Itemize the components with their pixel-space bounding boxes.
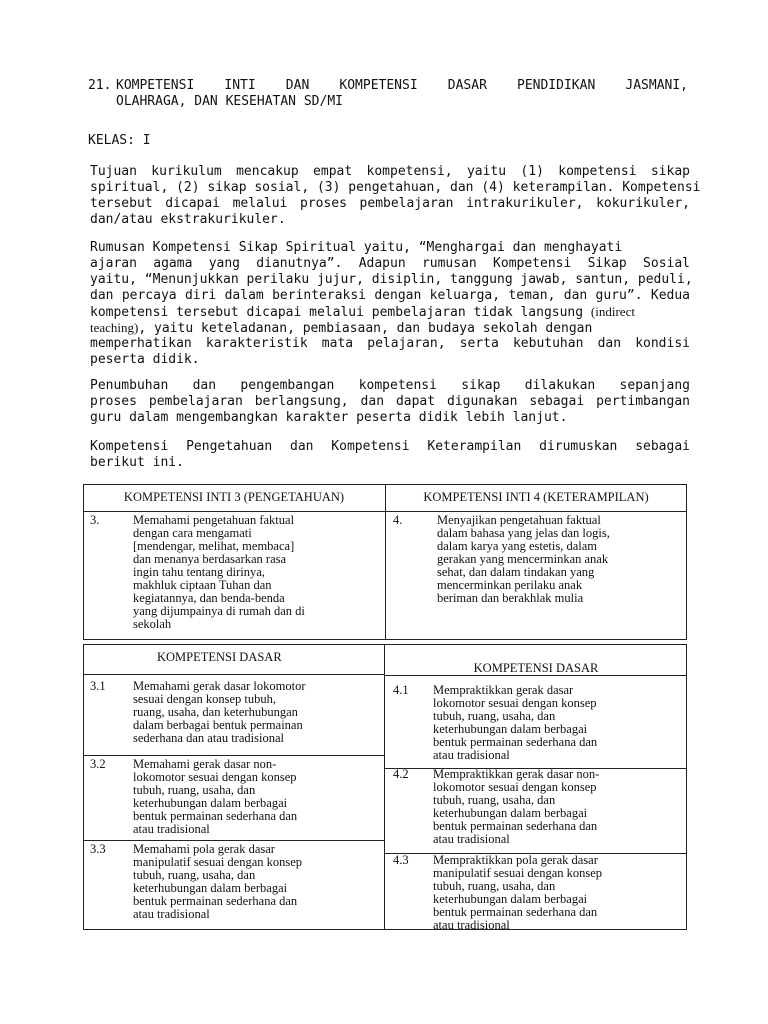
class-label: KELAS: I [88, 133, 151, 148]
ki4-number: 4. [393, 513, 403, 527]
paragraph-line: proses pembelajaran berlangsung, dan dapat digunakan sebagai pertimbangan [90, 394, 690, 409]
paragraph-competence-intro [90, 439, 690, 471]
kd-number: 3.2 [90, 757, 106, 771]
ki4-header: KOMPETENSI INTI 4 (KETERAMPILAN) [423, 490, 649, 504]
kd-text: Mempraktikkan gerak dasar lokomotor sesuai dengan konsep tubuh, ruang, usaha, dan keterhubungan dalam berbagai bentuk permainan sederhana dan atau tradisional [433, 683, 598, 762]
kd-text: Memahami pola gerak dasar manipulatif sesuai dengan konsep tubuh, ruang, usaha, dan keterhubungan dalam berbagai bentuk permainan sederhana dan atau tradisional [133, 842, 303, 921]
paragraph-line: spiritual, (2) sikap sosial, (3) pengetahuan, dan (4) keterampilan. Kompetensi [90, 180, 701, 195]
paragraph-line: guru dalam mengembangkan karakter peserta didik lebih lanjut. [90, 410, 568, 425]
kd-number: 3.3 [90, 842, 106, 856]
paragraph-line: memperhatikan karakteristik mata pelajaran, serta kebutuhan dan kondisi [90, 336, 690, 351]
paragraph-line: teaching), yaitu keteladanan, pembiasaan, dan budaya sekolah dengan [90, 320, 593, 336]
ki3-cell [90, 514, 380, 638]
paragraph-line: Tujuan kurikulum mencakup empat kompetensi, yaitu (1) kompetensi sikap [90, 164, 690, 179]
paragraph-line: dan/atau ekstrakurikuler. [90, 212, 286, 227]
kd-number: 3.1 [90, 679, 106, 693]
paragraph-line: kompetensi tersebut dicapai melalui pembelajaran tidak langsung (indirect [90, 304, 635, 320]
paragraph-line: ajaran agama yang dianutnya”. Adapun rumusan Kompetensi Sikap Sosial [90, 256, 690, 271]
paragraph-line: peserta didik. [90, 352, 200, 367]
paragraph-line: Kompetensi Pengetahuan dan Kompetensi Keterampilan dirumuskan sebagai [90, 439, 690, 454]
kd-number: 4.2 [393, 767, 409, 781]
ki3-header: KOMPETENSI INTI 3 (PENGETAHUAN) [123, 490, 345, 504]
paragraph-line: Penumbuhan dan pengembangan kompetensi sikap dilakukan sepanjang [90, 378, 690, 393]
kd-right-header: KOMPETENSI DASAR [473, 661, 599, 675]
paragraph-curriculum-goal [90, 164, 701, 228]
heading-line-2: OLAHRAGA, DAN KESEHATAN SD/MI [116, 94, 343, 109]
kd-text: Memahami gerak dasar non- lokomotor sesuai dengan konsep tubuh, ruang, usaha, dan keterhubungan dalam berbagai bentuk permainan sederhana dan atau tradisional [133, 757, 298, 836]
kd-number: 4.3 [393, 853, 409, 867]
paragraph-line: tersebut dicapai melalui proses pembelajaran intrakurikuler, kokurikuler, [90, 196, 690, 211]
paragraph-line: yaitu, “Menunjukkan perilaku jujur, disiplin, tanggung jawab, santun, peduli, [90, 272, 693, 287]
paragraph-line: dan percaya diri dalam berinteraksi dengan keluarga, teman, dan guru”. Kedua [90, 288, 690, 303]
paragraph-attitude-competence [90, 240, 693, 368]
paragraph-line: berikut ini. [90, 455, 184, 470]
paragraph-line: Rumusan Kompetensi Sikap Spiritual yaitu, “Menghargai dan menghayati [90, 240, 623, 255]
ki3-text: Memahami pengetahuan faktual dengan cara mengamati [mendengar, melihat, membaca] dan menanya berdasarkan rasa ingin tahu tentang dirinya, makhluk ciptaan Tuhan dan kegiatannya, dan benda-benda yang dijumpainya di rumah dan di sekolah [133, 513, 305, 631]
kd-text: Mempraktikkan pola gerak dasar manipulatif sesuai dengan konsep tubuh, ruang, usaha, dan keterhubungan dalam berbagai bentuk permainan sederhana dan atau tradisional [433, 853, 603, 932]
kd-text: Mempraktikkan gerak dasar non- lokomotor sesuai dengan konsep tubuh, ruang, usaha, dan keterhubungan dalam berbagai bentuk permainan sederhana dan atau tradisional [433, 767, 600, 846]
kd-text: Memahami gerak dasar lokomotor sesuai dengan konsep tubuh, ruang, usaha, dan keterhubungan dalam berbagai bentuk permainan sederhana dan atau tradisional [133, 679, 306, 745]
ki4-cell [393, 514, 683, 638]
heading-number: 21. [88, 78, 112, 93]
ki3-number: 3. [90, 513, 100, 527]
ki4-text: Menyajikan pengetahuan faktual dalam bahasa yang jelas dan logis, dalam karya yang estetis, dalam gerakan yang mencerminkan anak sehat, dan dalam tindakan yang mencerminkan perilaku anak beriman dan berakhlak mulia [437, 513, 610, 605]
heading-line-1: KOMPETENSI INTI DAN KOMPETENSI DASAR PENDIDIKAN JASMANI, [116, 78, 688, 93]
kd-left-header: KOMPETENSI DASAR [157, 650, 282, 664]
paragraph-attitude-growth [90, 378, 690, 426]
kd-number: 4.1 [393, 683, 409, 697]
